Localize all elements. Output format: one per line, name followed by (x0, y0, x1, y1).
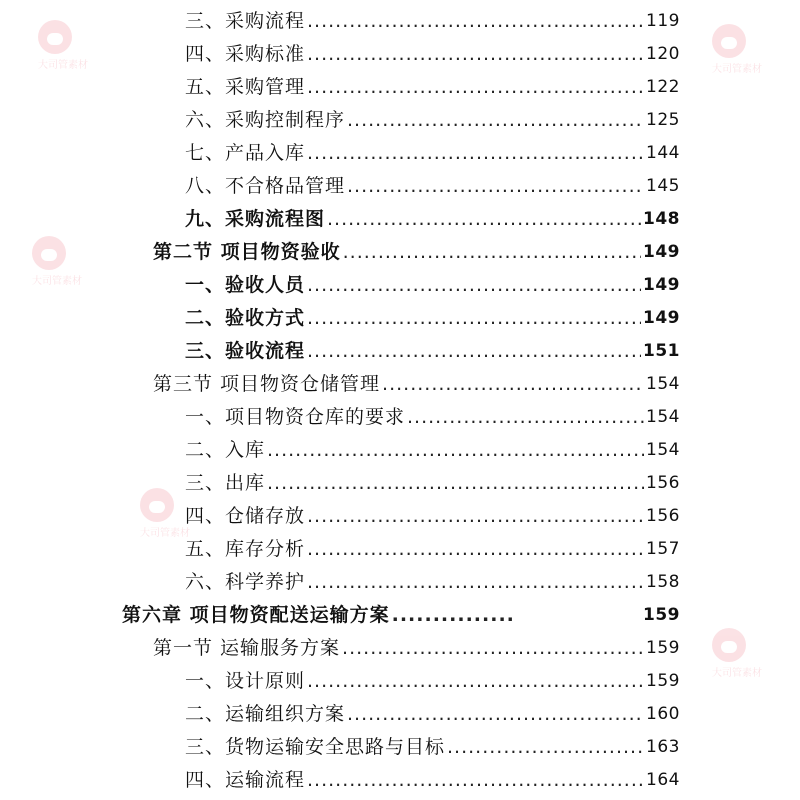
watermark-text: 大司管素材 (140, 528, 190, 539)
toc-page-number: 156 (646, 506, 680, 526)
toc-entry[interactable] (185, 0, 680, 33)
toc-entry-label: 四、运输流程 (185, 769, 306, 791)
toc-page-number: 159 (646, 638, 680, 658)
toc-entry-label: 第六章 项目物资配送运输方案 (122, 604, 390, 626)
toc-entry[interactable] (185, 33, 680, 66)
toc-section-entry[interactable] (153, 627, 680, 660)
toc-leader-dots (447, 735, 644, 759)
toc-leader-dots (307, 141, 644, 165)
toc-entry[interactable] (185, 561, 680, 594)
toc-leader-dots (347, 108, 644, 132)
toc-entry[interactable] (185, 759, 680, 792)
toc-entry-label: 三、出库 (185, 472, 266, 494)
toc-leader-dots (267, 471, 644, 495)
toc-leader-dots (307, 570, 644, 594)
toc-page-number: 144 (646, 143, 680, 163)
toc-entry[interactable] (185, 429, 680, 462)
toc-page-number: 163 (646, 737, 680, 757)
toc-leader-dots (343, 240, 641, 264)
toc-leader-dots (307, 75, 644, 99)
toc-entry-label: 一、验收人员 (185, 274, 306, 296)
toc-leader-dots (307, 273, 641, 297)
toc-page-number: 158 (646, 572, 680, 592)
toc-entry-label: 三、采购流程 (185, 10, 306, 32)
toc-leader-dots (307, 306, 641, 330)
toc-page-number: 119 (646, 11, 680, 31)
watermark-text: 大司管素材 (712, 668, 762, 679)
toc-leader-dots (327, 207, 641, 231)
toc-page-number: 154 (646, 440, 680, 460)
toc-entry-label: 六、科学养护 (185, 571, 306, 593)
toc-page-number: 151 (643, 341, 680, 361)
toc-entry[interactable] (185, 132, 680, 165)
toc-entry-label: 五、库存分析 (185, 538, 306, 560)
toc-entry-label: 二、验收方式 (185, 307, 306, 329)
toc-page-number: 120 (646, 44, 680, 64)
toc-entry-label: 六、采购控制程序 (185, 109, 346, 131)
toc-page-number: 148 (643, 209, 680, 229)
watermark-text: 大司管素材 (712, 64, 762, 75)
toc-leader-dots (307, 504, 644, 528)
toc-entry[interactable] (185, 330, 680, 363)
toc-leader-dots (347, 174, 644, 198)
toc-entry-label: 九、采购流程图 (185, 208, 326, 230)
toc-section-entry[interactable] (153, 231, 680, 264)
toc-leader-dots (307, 537, 644, 561)
toc-entry[interactable] (185, 198, 680, 231)
toc-page-number: 160 (646, 704, 680, 724)
toc-entry-label: 第二节 项目物资验收 (153, 241, 341, 263)
toc-leader-dots (307, 42, 644, 66)
toc-entry-label: 一、项目物资仓库的要求 (185, 406, 406, 428)
toc-page-number: 154 (646, 407, 680, 427)
toc-entry-label: 四、仓储存放 (185, 505, 306, 527)
toc-chapter-entry[interactable] (122, 594, 680, 627)
toc-leader-dots (392, 603, 512, 627)
toc-entry[interactable] (185, 693, 680, 726)
toc-entry[interactable] (185, 726, 680, 759)
toc-leader-dots (347, 702, 644, 726)
toc-entry-label: 三、验收流程 (185, 340, 306, 362)
toc-entry[interactable] (185, 99, 680, 132)
watermark-text: 大司管素材 (32, 276, 82, 287)
toc-entry-label: 七、产品入库 (185, 142, 306, 164)
toc-entry-label: 二、运输组织方案 (185, 703, 346, 725)
toc-entry-label: 八、不合格品管理 (185, 175, 346, 197)
toc-page-number: 156 (646, 473, 680, 493)
toc-entry-label: 第三节 项目物资仓储管理 (153, 373, 381, 395)
toc-leader-dots (407, 405, 644, 429)
toc-entry[interactable] (185, 396, 680, 429)
toc-entry[interactable] (185, 297, 680, 330)
toc-page-number: 149 (643, 242, 680, 262)
watermark-text: 大司管素材 (38, 60, 88, 71)
toc-page-number: 149 (643, 275, 680, 295)
toc-entry[interactable] (185, 462, 680, 495)
toc-page-number: 145 (646, 176, 680, 196)
toc-entry[interactable] (185, 495, 680, 528)
toc-leader-dots (382, 372, 644, 396)
toc-leader-dots (307, 339, 641, 363)
toc-leader-dots (307, 669, 644, 693)
toc-page-number: 157 (646, 539, 680, 559)
toc-page-number: 125 (646, 110, 680, 130)
toc-leader-dots (342, 636, 644, 660)
toc-entry-label: 一、设计原则 (185, 670, 306, 692)
toc-entry-label: 五、采购管理 (185, 76, 306, 98)
toc-entry[interactable] (185, 528, 680, 561)
toc-page-number: 154 (646, 374, 680, 394)
toc-page-number: 164 (646, 770, 680, 790)
toc-entry-label: 二、入库 (185, 439, 266, 461)
toc-page-number: 149 (643, 308, 680, 328)
toc-entry[interactable] (185, 165, 680, 198)
toc-entry-label: 四、采购标准 (185, 43, 306, 65)
toc-section-entry[interactable] (153, 363, 680, 396)
toc-page-number: 159 (643, 605, 680, 625)
toc-entry[interactable] (185, 264, 680, 297)
toc-leader-dots (307, 9, 644, 33)
toc-page-number: 159 (646, 671, 680, 691)
toc-leader-dots (267, 438, 644, 462)
toc-entry[interactable] (185, 66, 680, 99)
toc-entry[interactable] (185, 660, 680, 693)
toc-leader-dots (307, 768, 644, 792)
toc-entry-label: 三、货物运输安全思路与目标 (185, 736, 446, 758)
toc-entry-label: 第一节 运输服务方案 (153, 637, 341, 659)
toc-page-number: 122 (646, 77, 680, 97)
